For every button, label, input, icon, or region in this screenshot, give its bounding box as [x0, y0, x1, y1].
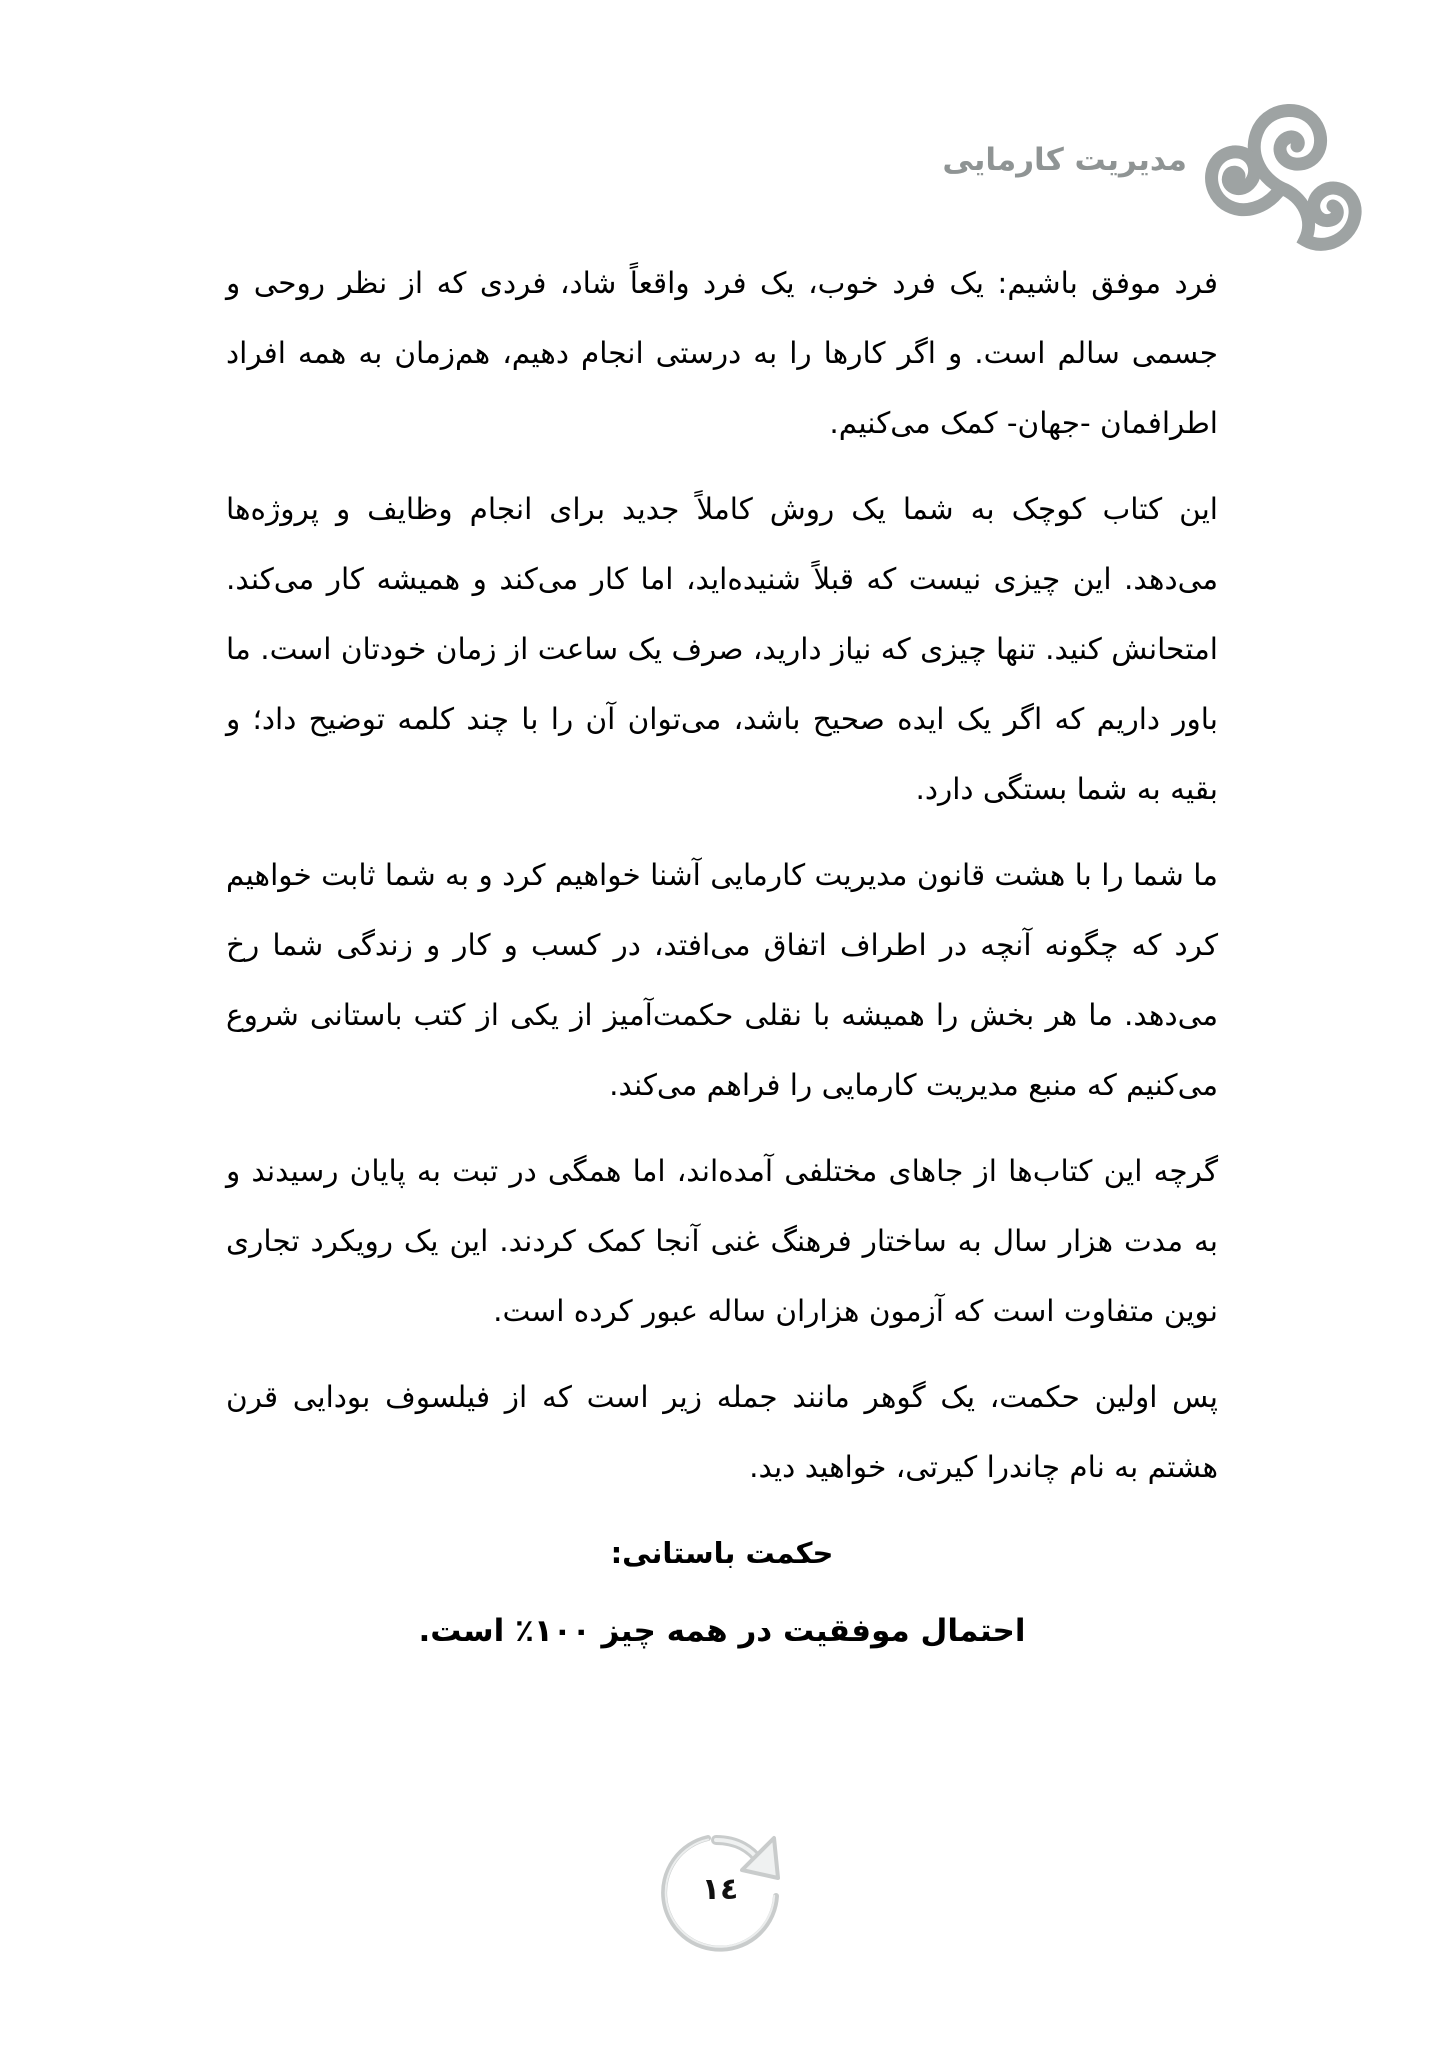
paragraph: ما شما را با هشت قانون مدیریت کارمایی آشنا خواهیم کرد و به شما ثابت خواهیم کرد که چگونه آنچه در اطراف اتفاق می‌افتد، در کسب و کار و زندگی شما رخ می‌دهد. ما هر بخش را همیشه با نقلی حکمت‌آمیز از یکی از کتب باستانی شروع می‌کنیم که منبع مدیریت کارمایی را فراهم می‌کند. — [226, 858, 1218, 1102]
paragraph: این کتاب کوچک به شما یک روش کاملاً جدید برای انجام وظایف و پروژه‌ها می‌دهد. این چیزی نیست که قبلاً شنیده‌اید، اما کار می‌کند و همیشه کار می‌کند. امتحانش کنید. تنها چیزی که نیاز دارید، صرف یک ساعت از زمان خودتان است. ما باور داریم که اگر یک ایده صحیح باشد، می‌توان آن را با چند کلمه توضیح داد؛ و بقیه به شما بستگی دارد. — [226, 492, 1218, 806]
running-header — [762, 96, 1362, 256]
quote-heading: حکمت باستانی: — [610, 1536, 834, 1570]
page-number-badge — [650, 1820, 790, 1960]
paragraph: فرد موفق باشیم: یک فرد خوب، یک فرد واقعاً شاد، فردی که از نظر روحی و جسمی سالم است. و اگر کارها را به درستی انجام دهیم، هم‌زمان به همه افراد اطرافمان -جهان- کمک می‌کنیم. — [226, 266, 1218, 440]
paragraph: گرچه این کتاب‌ها از جاهای مختلفی آمده‌اند، اما همگی در تبت به پایان رسیدند و به مدت هزار سال به ساختار فرهنگ غنی آنجا کمک کردند. این یک رویکرد تجاری نوین متفاوت است که آزمون هزاران ساله عبور کرده است. — [226, 1154, 1218, 1328]
paragraph: پس اولین حکمت، یک گوهر مانند جمله زیر است که از فیلسوف بودایی قرن هشتم به نام چاندرا کیرتی، خواهید دید. — [226, 1380, 1218, 1484]
quote-text: احتمال موفقیت در همه چیز ۱۰۰٪ است. — [418, 1613, 1026, 1649]
page-content — [226, 248, 1218, 1666]
book-title: مدیریت کارمایی — [942, 142, 1187, 178]
page-number: ١٤ — [701, 1872, 739, 1907]
triskelion-spiral-icon — [1197, 96, 1362, 256]
